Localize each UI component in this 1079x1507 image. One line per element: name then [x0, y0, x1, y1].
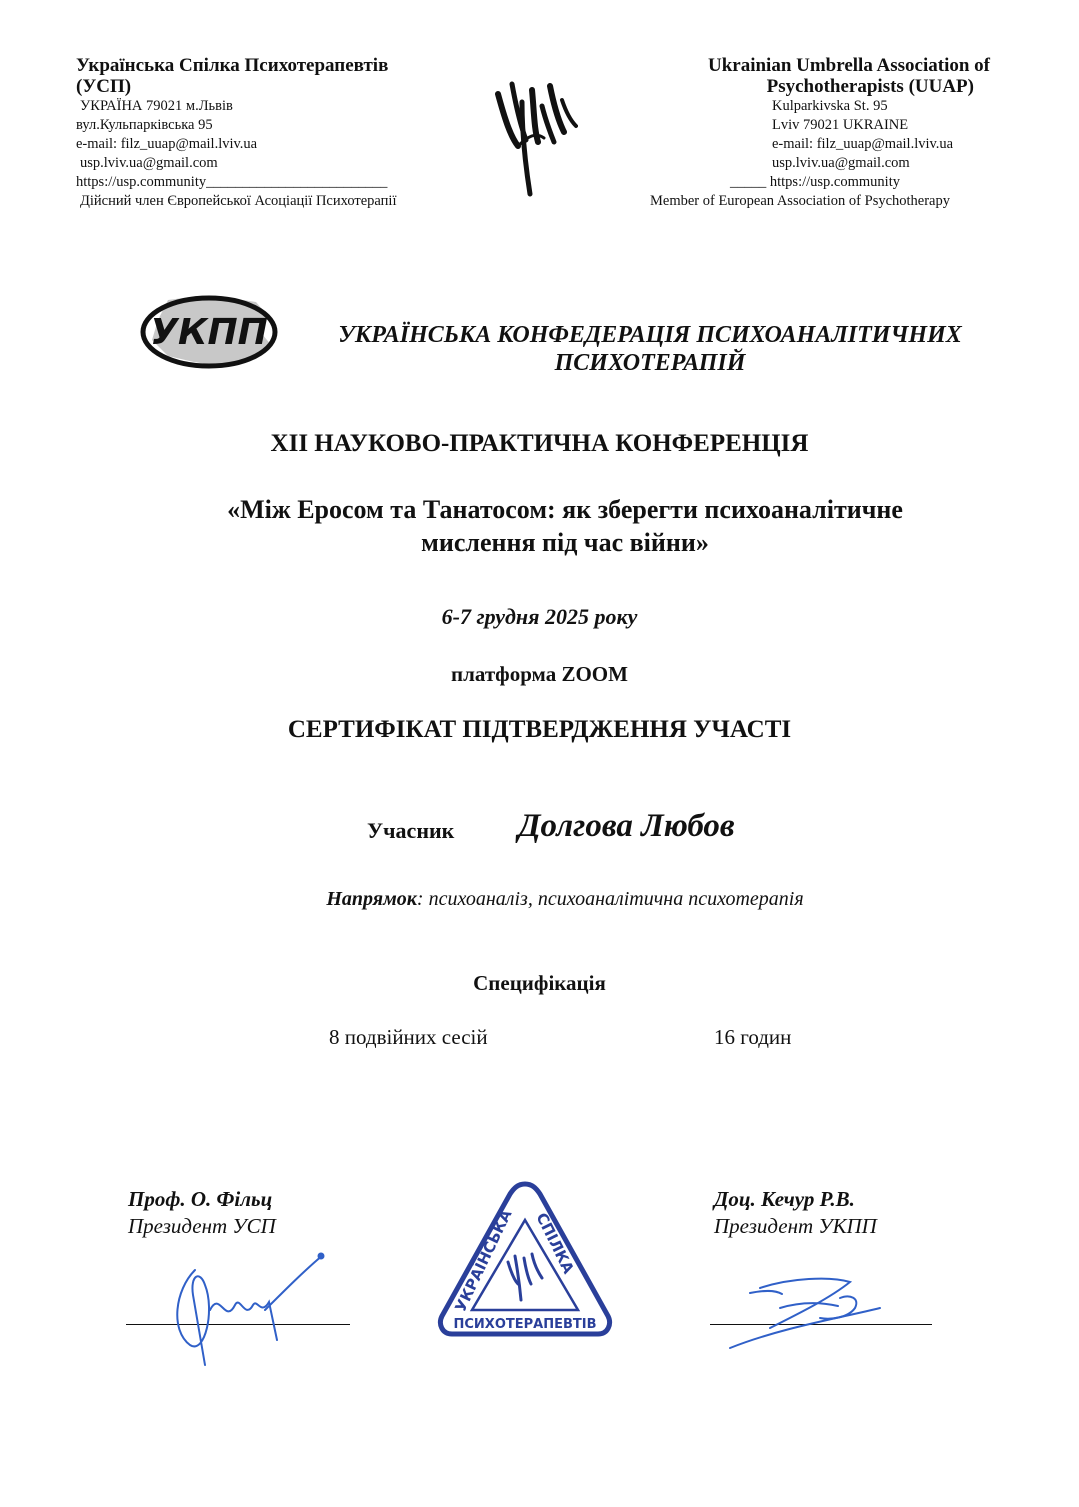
right-signature-icon: [720, 1268, 890, 1358]
specification-title: Специфікація: [473, 971, 606, 995]
direction-line: [0, 888, 1079, 911]
conference-platform: платформа ZOOM: [451, 662, 628, 686]
conference-topic: [140, 493, 990, 559]
specification-hours: 16 годин: [714, 1025, 792, 1049]
address-line-2: вул.Кульпарківська 95: [76, 117, 213, 133]
org-abbr-en: Psychotherapists (UUAP): [766, 76, 974, 97]
left-signature-icon: [165, 1250, 330, 1370]
membership-text: Дійсний член Європейської Асоціації Психотерапії: [80, 193, 397, 209]
direction-label: Напрямок: [326, 888, 417, 910]
email-line-1-en: e-mail: filz_uuap@mail.lviv.ua: [772, 136, 954, 152]
email-line-1: e-mail: filz_uuap@mail.lviv.ua: [76, 136, 258, 152]
conference-title: XII НАУКОВО-ПРАКТИЧНА КОНФЕРЕНЦІЯ: [270, 430, 809, 457]
right-signatory-role: Президент УКПП: [714, 1214, 877, 1238]
stamp-text-bottom: ПСИХОТЕРАПЕВТІВ: [453, 1317, 597, 1332]
confederation-title: [300, 321, 1000, 377]
confederation-title-line-1: УКРАЇНСЬКА КОНФЕДЕРАЦІЯ ПСИХОАНАЛІТИЧНИХ: [338, 322, 962, 348]
header-left: [76, 55, 506, 211]
specification-sessions: 8 подвійних сесій: [329, 1025, 488, 1049]
conference-topic-line-1: «Між Еросом та Танатосом: як зберегти психоаналітичне: [227, 495, 903, 524]
certificate-heading: СЕРТИФІКАТ ПІДТВЕРДЖЕННЯ УЧАСТІ: [287, 716, 792, 743]
conference-topic-line-2: мислення під час війни»: [421, 528, 709, 557]
org-abbr-uk: (УСП): [76, 76, 132, 97]
website-link[interactable]: https://usp.community_________________________: [76, 174, 388, 190]
participant-name: Долгова Любов: [518, 808, 735, 844]
address-line-2-en: Lviv 79021 UKRAINE: [772, 117, 909, 133]
org-name-en: Ukrainian Umbrella Association of: [707, 55, 990, 76]
left-signatory-name: Проф. О. Фільц: [128, 1187, 273, 1211]
email-line-2: usp.lviv.ua@gmail.com: [80, 155, 218, 171]
stamp-text-left: УКРАЇНСЬКА: [451, 1206, 516, 1315]
org-name-uk: Українська Спілка Психотерапевтів: [76, 55, 389, 76]
stamp-usp-mark-icon: [508, 1254, 542, 1300]
email-line-2-en: usp.lviv.ua@gmail.com: [772, 155, 910, 171]
usp-logo-icon: [492, 76, 578, 198]
ukpp-logo-icon: [138, 290, 280, 374]
header-right: [620, 55, 990, 211]
usp-stamp-icon: [432, 1178, 618, 1348]
membership-text-en: Member of European Association of Psychotherapy: [650, 193, 950, 209]
ukpp-logo-text: УКПП: [150, 312, 268, 353]
website-link-en[interactable]: _____ https://usp.community: [730, 174, 900, 190]
stamp-text-right: СПІЛКА: [532, 1209, 578, 1277]
conference-date: 6-7 грудня 2025 року: [441, 604, 638, 629]
address-line-1: УКРАЇНА 79021 м.Львів: [80, 98, 233, 114]
left-signatory-role: Президент УСП: [128, 1214, 276, 1238]
confederation-title-line-2: ПСИХОТЕРАПІЙ: [554, 350, 746, 376]
address-line-1-en: Kulparkivska St. 95: [772, 98, 888, 114]
participant-label: Учасник: [367, 818, 455, 843]
direction-value: : психоаналіз, психоаналітична психотерапія: [416, 888, 804, 910]
right-signatory-name: Доц. Кечур Р.В.: [714, 1187, 855, 1211]
